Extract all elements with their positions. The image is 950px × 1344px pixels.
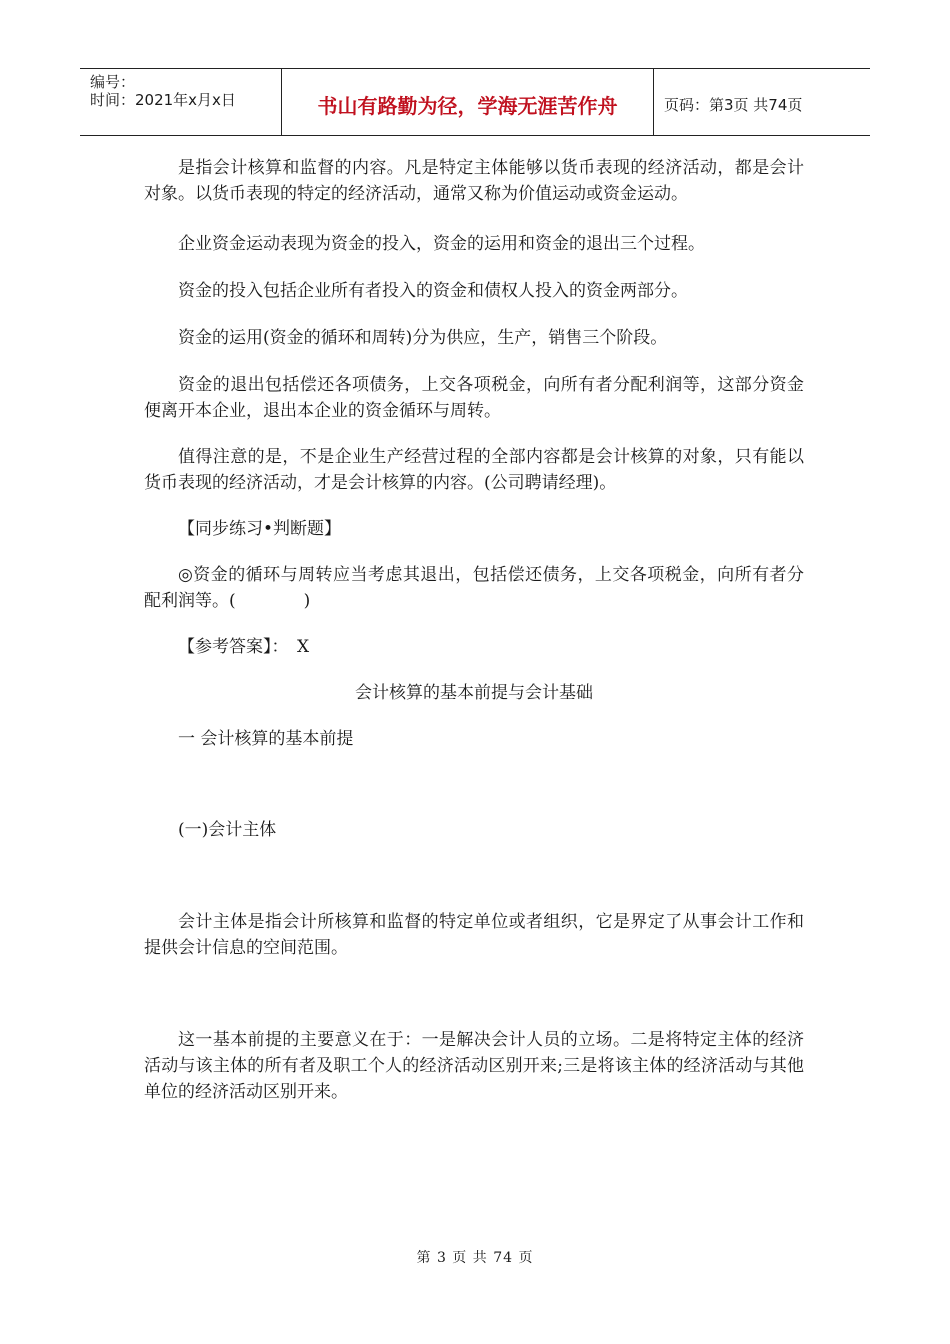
exercise-heading: 【同步练习•判断题】 <box>178 519 342 539</box>
paragraph: 企业资金运动表现为资金的投入，资金的运用和资金的退出三个过程。 <box>178 234 705 254</box>
paragraph: 资金的投入包括企业所有者投入的资金和债权人投入的资金两部分。 <box>178 281 688 301</box>
paragraph: 这一基本前提的主要意义在于：一是解决会计人员的立场。二是将特定主体的经济活动与该主体的所有者及职工个人的经济活动区别开来;三是将该主体的经济活动与其他单位的经济活动区别开来。 <box>144 1030 804 1102</box>
document-body <box>144 155 804 1105</box>
paragraph: 资金的运用(资金的循环和周转)分为供应，生产，销售三个阶段。 <box>178 328 668 348</box>
paragraph: 值得注意的是，不是企业生产经营过程的全部内容都是会计核算的对象，只有能以货币表现的经济活动，才是会计核算的内容。(公司聘请经理)。 <box>144 447 804 493</box>
header-meta <box>80 69 282 135</box>
reference-answer: 【参考答案】： X <box>178 637 310 657</box>
paragraph: 资金的退出包括偿还各项债务，上交各项税金，向所有者分配利润等，这部分资金便离开本企业，退出本企业的资金循环与周转。 <box>144 375 804 421</box>
paragraph: 会计主体是指会计所核算和监督的特定单位或者组织，它是界定了从事会计工作和提供会计信息的空间范围。 <box>144 912 804 958</box>
serial-label: 编号： <box>90 73 136 91</box>
header-page-info: 页码：第3页 共74页 <box>664 95 803 114</box>
subsection-title: 一 会计核算的基本前提 <box>178 729 354 749</box>
paragraph: 是指会计核算和监督的内容。凡是特定主体能够以货币表现的经济活动，都是会计对象。以货币表现的特定的经济活动，通常又称为价值运动或资金运动。 <box>144 158 804 204</box>
section-title: 会计核算的基本前提与会计基础 <box>355 683 593 703</box>
time-label: 时间：2021年x月x日 <box>90 91 236 109</box>
subsection-title: (一)会计主体 <box>178 820 277 840</box>
document-header <box>80 68 870 136</box>
header-motto: 书山有路勤为径，学海无涯苦作舟 <box>282 69 654 135</box>
exercise-question: ◎资金的循环与周转应当考虑其退出，包括偿还债务，上交各项税金，向所有者分配利润等。( ) <box>144 565 804 611</box>
page-footer: 第 3 页 共 74 页 <box>416 1250 534 1266</box>
